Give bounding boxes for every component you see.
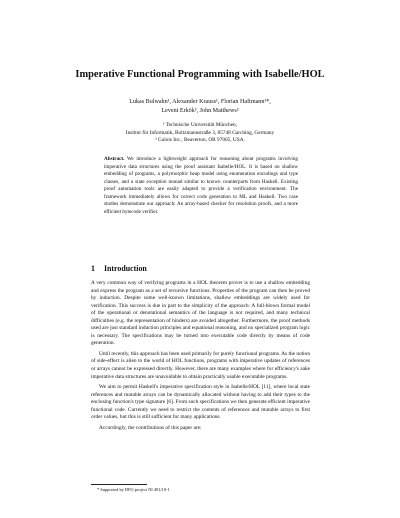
section-title: Introduction	[103, 264, 147, 273]
paragraph: Accordingly, the contributions of this paper are:	[99, 424, 202, 431]
author-list	[0, 98, 400, 115]
affiliation-line: ¹ Technische Universität München,	[162, 122, 238, 128]
affiliation-line: ² Galois Inc., Beaverton, OR 97005, USA.	[155, 137, 245, 144]
author-line: Lukas Bulwahn¹, Alexander Krauss¹, Florian Haftmann¹*,	[129, 99, 271, 105]
abstract-text: We introduce a lightweight approach for reasoning about programs involving imperative data structures using the proof assistant Isabelle/HOL. It is based on shallow embedding of programs, a polymorphic heap model using enumeration encodings and type classes, and a state exception monad similar to known counterparts from Haskell. Existing proof automation tools are easily adapted to provide a verification environment. The framework immediately allows for correct code generation to ML and Haskell. Two case studies demonstrate our approach: An array-based checker for resolution proofs, and a more efficient bytecode verifier.	[104, 156, 298, 215]
abstract	[104, 156, 298, 216]
section-number: 1	[91, 264, 95, 273]
paragraph: A very common way of verifying programs in a HOL theorem prover is to use a shallow embedding and express the program as a set of recursive functions. Properties of the program can then be proved by induction. Despite some well-known limitations, shallow embeddings are widely used for verification. This success is due in part to the simplicity of the approach: A full-blown formal model of the operational or denotational semantics of the language is not required, and many technical difficulties (e.g. the representation of binders) are avoided altogether. Furthermore, the proof methods used are just standard induction principles and equational reasoning, and no specialized program logic is necessary. The specifications may be turned into executable code directly by means of code generation.	[91, 280, 310, 347]
section-heading	[91, 264, 147, 273]
paragraph: We aim to permit Haskell's imperative specification style in Isabelle/HOL [11], where local state references and mutable arrays can be dynamically allocated without having to add their types to the enclosing function's type signature [6]. From such specifications we then generate efficient imperative functional code. Currently we need to restrict the contents of references and mutable arrays to first order values, but this is still sufficient for many applications.	[91, 384, 310, 421]
author-line: Levent Erkök², John Matthews²	[161, 107, 239, 114]
affiliation-line: Institut für Informatik, Boltzmannstraße 3, 85748 Garching, Germany	[125, 129, 275, 136]
affiliations	[0, 122, 400, 145]
footnote: * Supported by DFG project NI 491/10-1	[97, 487, 170, 492]
body-text	[91, 280, 310, 435]
paper-title: Imperative Functional Programming with Isabelle/HOL	[75, 69, 325, 80]
footnote-rule	[91, 484, 147, 485]
abstract-label: Abstract.	[104, 156, 125, 162]
paragraph: Until recently, this approach has been used primarily for purely functional programs. As the notion of side-effect is alien to the world of HOL functions, programs with imperative updates of references or arrays cannot be expressed directly. However, there are many examples where for efficiency's sake imperative data structures are unavoidable to obtain practically usable executable programs.	[91, 350, 310, 380]
